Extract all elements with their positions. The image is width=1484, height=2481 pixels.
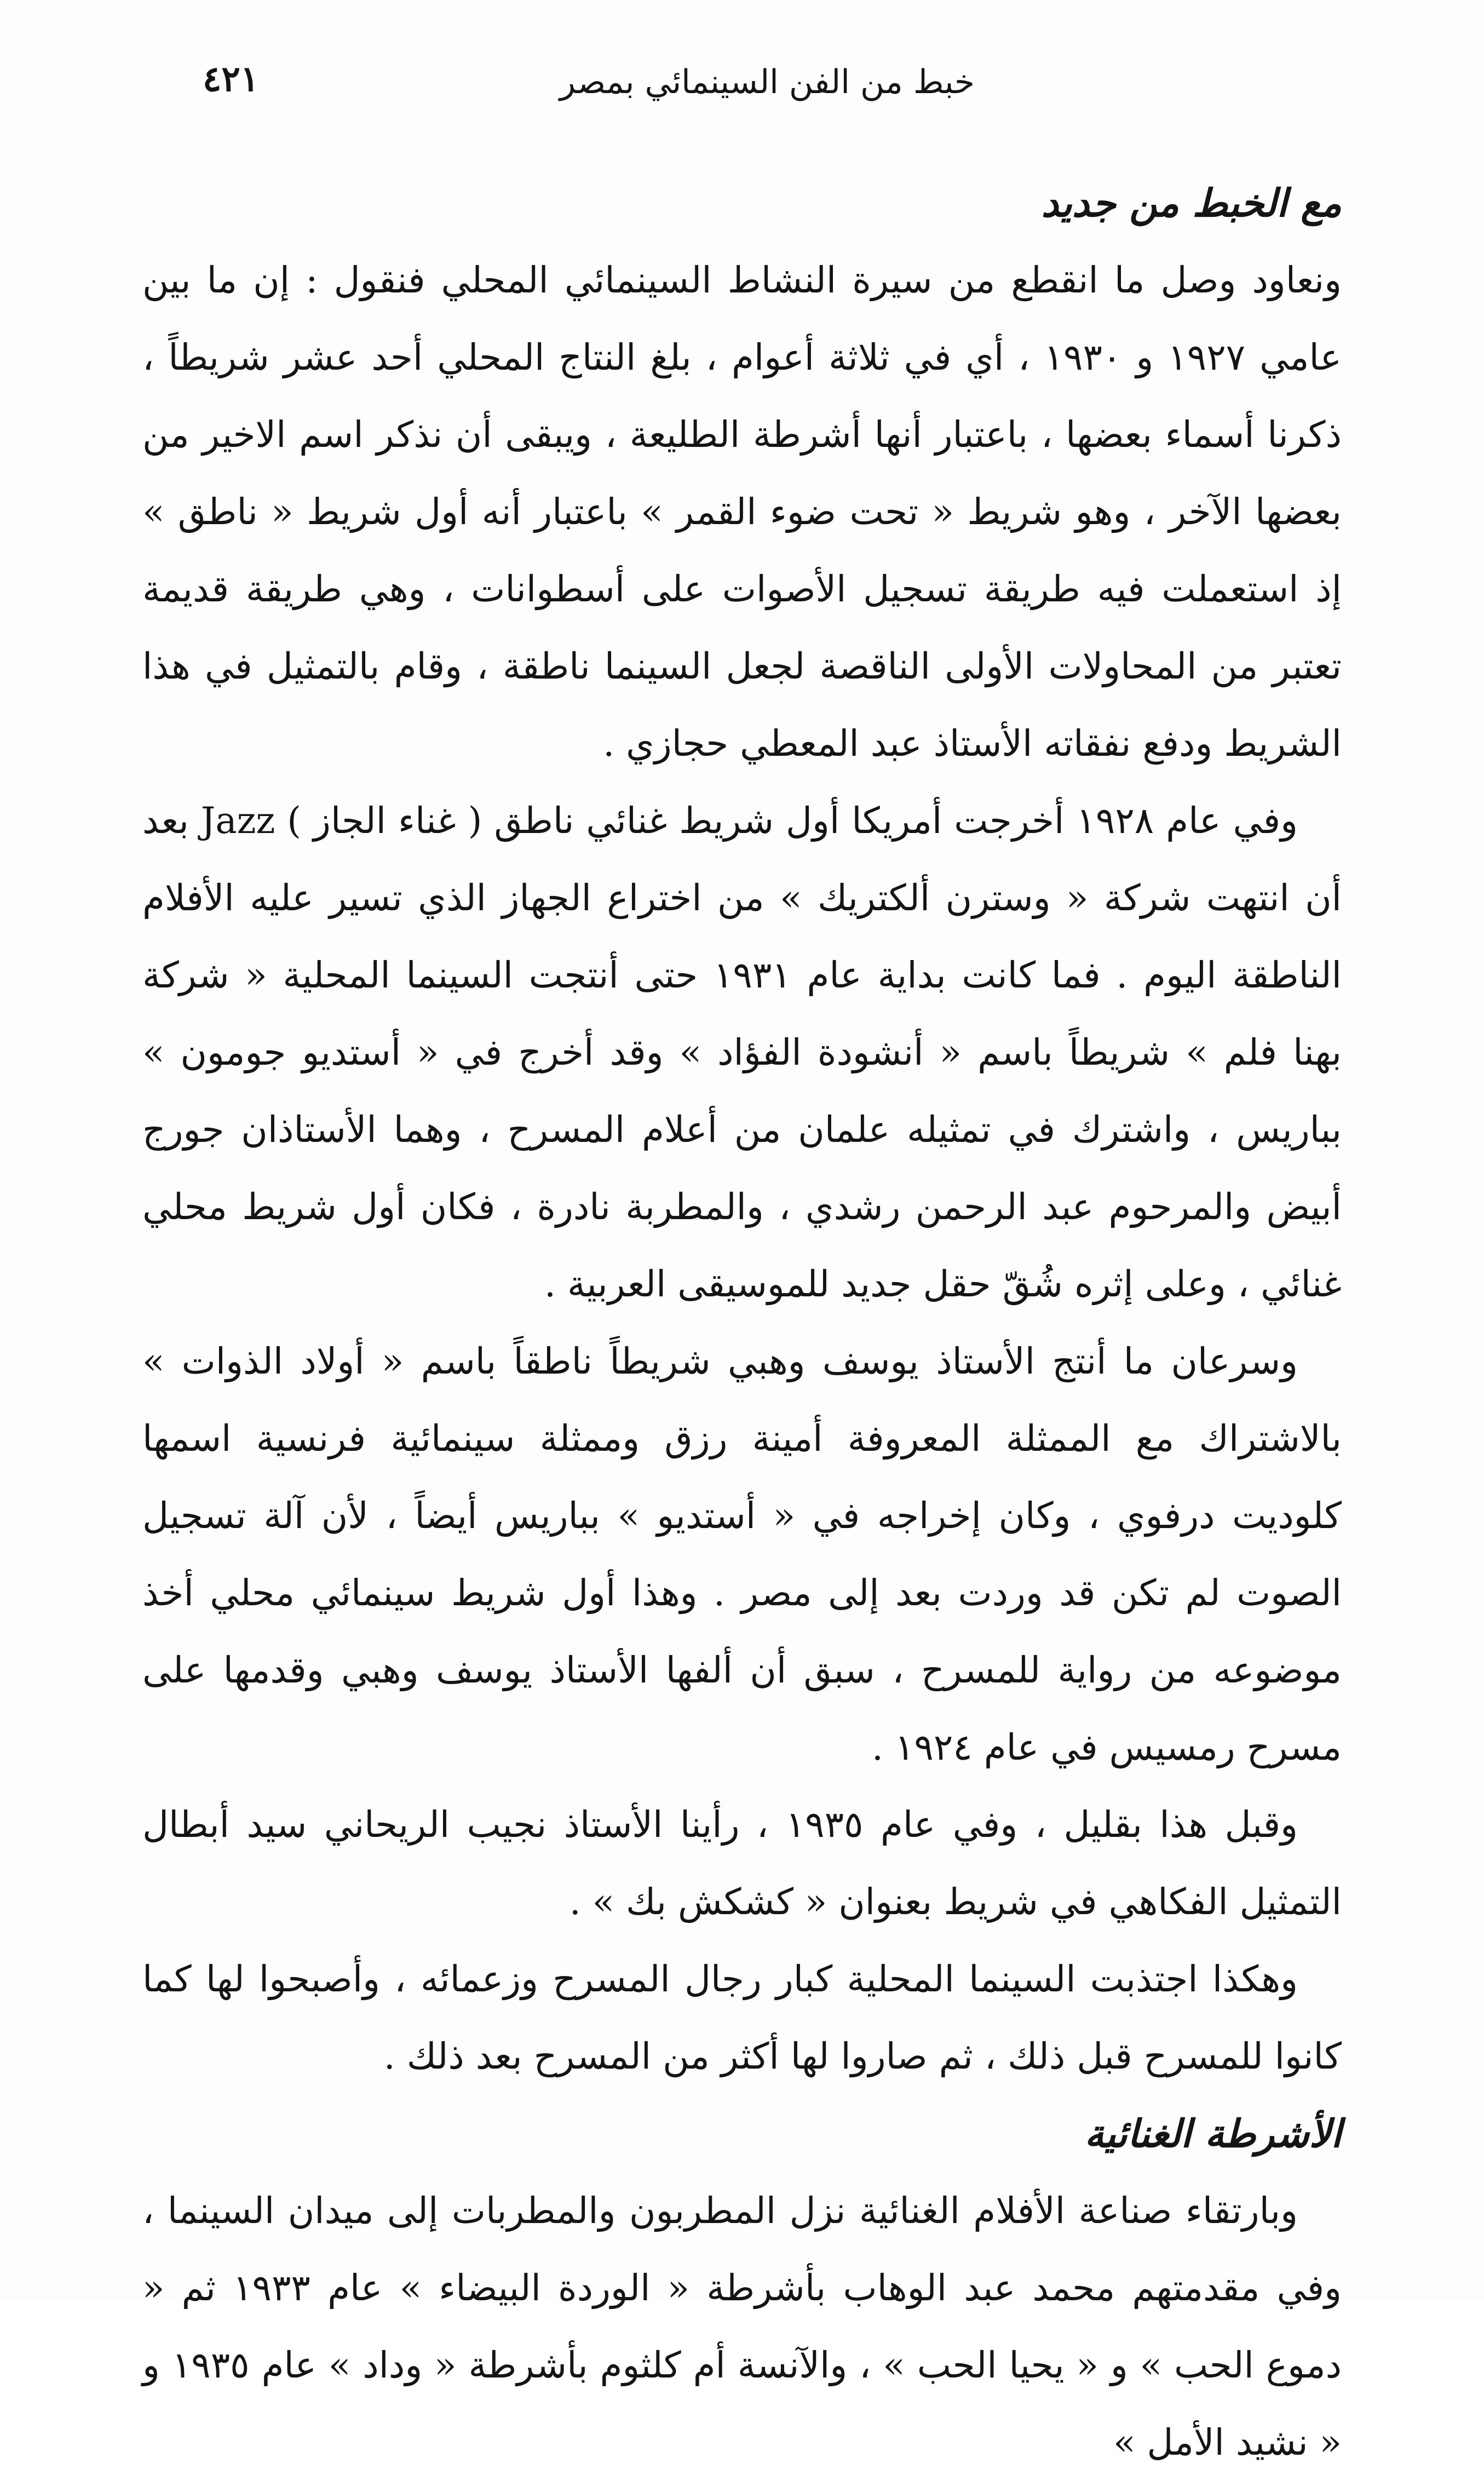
paragraph: وبارتقاء صناعة الأفلام الغنائية نزل المطربون والمطربات إلى ميدان السينما ، وفي مقدمتهم محمد عبد الوهاب بأشرطة « الوردة البيضاء » عام ١٩٣٣ ثم « دموع الحب » و « يحيا الحب » ، والآنسة أم كلثوم بأشرطة « وداد » عام ١٩٣٥ و « نشيد الأمل » [142, 2190, 1342, 2463]
running-header [153, 52, 1347, 118]
body-text [142, 164, 1342, 2481]
section-heading: مع الخبط من جديد [1041, 180, 1342, 226]
paragraph: وهكذا اجتذبت السينما المحلية كبار رجال المسرح وزعمائه ، وأصبحوا لها كما كانوا للمسرح قبل ذلك ، ثم صاروا لها أكثر من المسرح بعد ذلك . [142, 1958, 1342, 2077]
paragraph: ونعاود وصل ما انقطع من سيرة النشاط السينمائي المحلي فنقول : إن ما بين عامي ١٩٢٧ و ١٩٣٠ ، أي في ثلاثة أعوام ، بلغ النتاج المحلي أحد عشر شريطاً ، ذكرنا أسماء بعضها ، باعتبار أنها أشرطة الطليعة ، ويبقى أن نذكر اسم الاخير من بعضها الآخر ، وهو شريط « تحت ضوء القمر » باعتبار أنه أول شريط « ناطق » إذ استعملت فيه طريقة تسجيل الأصوات على أسطوانات ، وهي طريقة قديمة تعتبر من المحاولات الأولى الناقصة لجعل السينما ناطقة ، وقام بالتمثيل في هذا الشريط ودفع نفقاته الأستاذ عبد المعطي حجازي . [142, 259, 1342, 765]
section-heading: الأشرطة الغنائية [1084, 2111, 1342, 2156]
paragraph: وفي عام ١٩٢٨ أخرجت أمريكا أول شريط غنائي ناطق ( غناء الجاز ) Jazz بعد أن انتهت شركة « وسترن ألكتريك » من اختراع الجهاز الذي تسير عليه الأفلام الناطقة اليوم . فما كانت بداية عام ١٩٣١ حتى أنتجت السينما المحلية « شركة بهنا فلم » شريطاً باسم « أنشودة الفؤاد » وقد أخرج في « أستديو جومون » بباريس ، واشترك في تمثيله علمان من أعلام المسرح ، وهما الأستاذان جورج أبيض والمرحوم عبد الرحمن رشدي ، والمطربة نادرة ، فكان أول شريط محلي غنائي ، وعلى إثره شُقّ حقل جديد للموسيقى العربية . [142, 800, 1342, 1305]
paragraph: وسرعان ما أنتج الأستاذ يوسف وهبي شريطاً ناطقاً باسم « أولاد الذوات » بالاشتراك مع الممثلة المعروفة أمينة رزق وممثلة سينمائية فرنسية اسمها كلوديت درفوي ، وكان إخراجه في « أستديو » بباريس أيضاً ، لأن آلة تسجيل الصوت لم تكن قد وردت بعد إلى مصر . وهذا أول شريط سينمائي محلي أخذ موضوعه من رواية للمسرح ، سبق أن ألفها الأستاذ يوسف وهبي وقدمها على مسرح رمسيس في عام ١٩٢٤ . [142, 1340, 1342, 1768]
page-number: ٤٢١ [203, 59, 260, 100]
running-title: خبط من الفن السينمائي بمصر [559, 63, 975, 101]
paragraph: وقبل هذا بقليل ، وفي عام ١٩٣٥ ، رأينا الأستاذ نجيب الريحاني سيد أبطال التمثيل الفكاهي في شريط بعنوان « كشكش بك » . [142, 1804, 1342, 1923]
